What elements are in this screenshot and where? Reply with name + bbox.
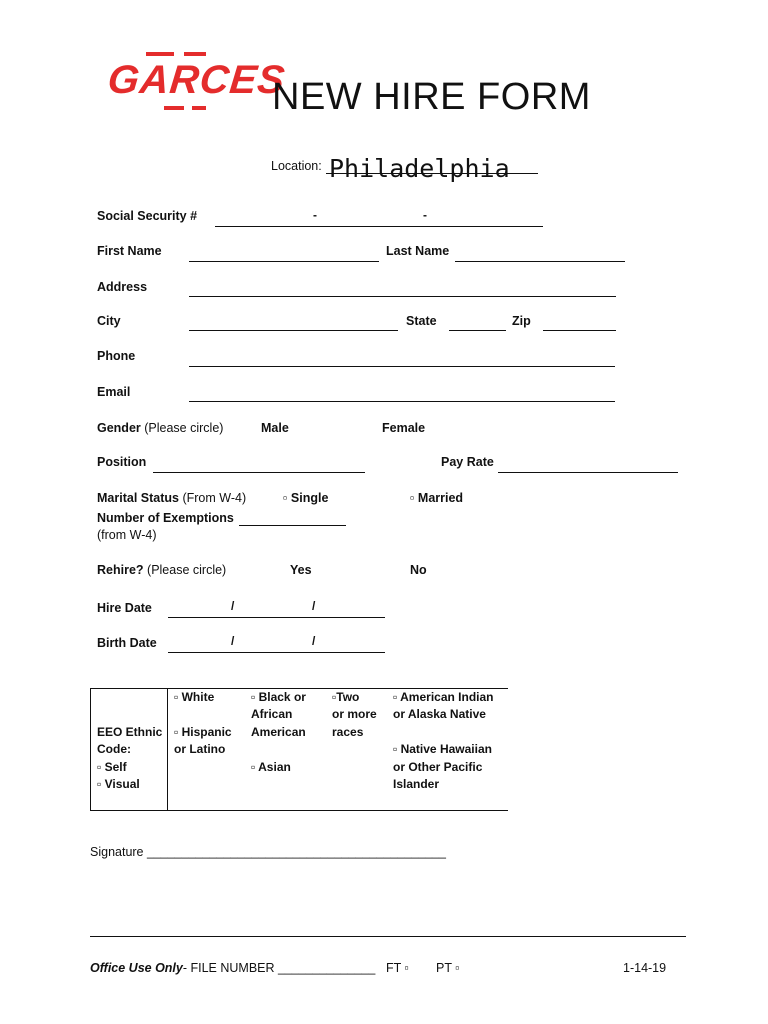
eeo-two-or-more-checkbox[interactable]: ▫Two <box>332 690 360 704</box>
marital-married-checkbox[interactable]: ▫ Married <box>410 491 464 505</box>
eeo-two-or-more-line-3: races <box>332 725 364 739</box>
zip-label: Zip <box>512 314 531 328</box>
birth-date-input[interactable] <box>168 652 385 653</box>
eeo-hispanic-checkbox[interactable]: ▫ Hispanic <box>174 725 232 739</box>
gender-label: Gender <box>97 421 141 435</box>
birth-date-label: Birth Date <box>97 636 157 650</box>
city-label: City <box>97 314 121 328</box>
gender-note: (Please circle) <box>144 421 224 435</box>
eeo-american-indian-checkbox[interactable]: ▫ American Indian <box>393 690 494 704</box>
marital-status-label: Marital Status <box>97 491 179 505</box>
exemptions-input[interactable] <box>239 525 346 526</box>
city-input[interactable] <box>189 330 398 331</box>
marital-status-field <box>97 491 246 505</box>
phone-label: Phone <box>97 349 136 363</box>
eeo-header-cell <box>91 689 168 811</box>
eeo-ethnic-code-table <box>90 688 508 811</box>
hire-date-input[interactable] <box>168 617 385 618</box>
ssn-separator-2: - <box>423 208 427 222</box>
eeo-asian-checkbox[interactable]: ▫ Asian <box>251 760 291 774</box>
page-title: NEW HIRE FORM <box>272 76 591 118</box>
eeo-self-checkbox[interactable]: ▫ Self <box>97 760 127 774</box>
eeo-native-hawaiian-line-3: Islander <box>393 777 440 791</box>
logo-bar-bottom-left <box>164 106 184 110</box>
eeo-header-line-2: Code: <box>97 742 131 756</box>
eeo-black-checkbox[interactable]: ▫ Black or <box>251 690 306 704</box>
rehire-field <box>97 563 226 577</box>
eeo-hispanic-line-2: or Latino <box>174 742 226 756</box>
hire-date-slash-1: / <box>231 599 235 613</box>
signature-field <box>90 845 446 859</box>
office-use-field <box>90 961 375 975</box>
phone-input[interactable] <box>189 366 615 367</box>
pt-checkbox[interactable]: PT ▫ <box>436 961 460 975</box>
logo-bar-top-right <box>184 52 206 56</box>
address-label: Address <box>97 280 148 294</box>
eeo-two-or-more-line-2: or more <box>332 707 377 721</box>
file-number-field[interactable]: - FILE NUMBER ______________ <box>182 961 376 975</box>
rehire-option-no[interactable]: No <box>410 563 427 577</box>
last-name-input[interactable] <box>455 261 625 262</box>
rehire-label: Rehire? <box>97 563 144 577</box>
eeo-white-checkbox[interactable]: ▫ White <box>174 690 215 704</box>
eeo-header-line-1: EEO Ethnic <box>97 725 163 739</box>
position-label: Position <box>97 455 147 469</box>
eeo-native-hawaiian-checkbox[interactable]: ▫ Native Hawaiian <box>393 742 492 756</box>
email-input[interactable] <box>189 401 615 402</box>
exemptions-note: (from W-4) <box>97 528 157 542</box>
eeo-visual-checkbox[interactable]: ▫ Visual <box>97 777 140 791</box>
birth-date-slash-1: / <box>231 634 235 648</box>
footer-divider <box>90 936 686 937</box>
pay-rate-input[interactable] <box>498 472 678 473</box>
address-input[interactable] <box>189 296 616 297</box>
state-label: State <box>406 314 437 328</box>
first-name-input[interactable] <box>189 261 379 262</box>
hire-date-label: Hire Date <box>97 601 152 615</box>
email-label: Email <box>97 385 131 399</box>
ssn-input[interactable] <box>215 226 543 227</box>
rehire-note: (Please circle) <box>147 563 227 577</box>
zip-input[interactable] <box>543 330 616 331</box>
eeo-options-cell <box>168 689 509 811</box>
eeo-native-hawaiian-line-2: or Other Pacific <box>393 760 483 774</box>
signature-line[interactable]: ___________________________________________ <box>147 845 446 859</box>
ssn-separator-1: - <box>313 208 317 222</box>
hire-date-slash-2: / <box>312 599 316 613</box>
location-value: Philadelphia <box>329 154 510 183</box>
garces-logo <box>105 52 288 112</box>
last-name-label: Last Name <box>386 244 450 258</box>
ft-checkbox[interactable]: FT ▫ <box>386 961 409 975</box>
eeo-black-line-2: African <box>251 707 293 721</box>
gender-field <box>97 421 223 435</box>
eeo-black-line-3: American <box>251 725 306 739</box>
gender-option-female[interactable]: Female <box>382 421 426 435</box>
logo-text: GARCES <box>105 58 288 102</box>
state-input[interactable] <box>449 330 506 331</box>
logo-bar-bottom-right <box>192 106 206 110</box>
form-revision-date: 1-14-19 <box>623 961 667 975</box>
pay-rate-label: Pay Rate <box>441 455 494 469</box>
position-input[interactable] <box>153 472 365 473</box>
first-name-label: First Name <box>97 244 162 258</box>
ssn-label: Social Security # <box>97 209 198 223</box>
rehire-option-yes[interactable]: Yes <box>290 563 312 577</box>
marital-single-checkbox[interactable]: ▫ Single <box>283 491 329 505</box>
marital-status-note: (From W-4) <box>182 491 247 505</box>
logo-bar-top-left <box>146 52 174 56</box>
birth-date-slash-2: / <box>312 634 316 648</box>
gender-option-male[interactable]: Male <box>261 421 289 435</box>
exemptions-label: Number of Exemptions <box>97 511 234 525</box>
location-label: Location: <box>271 159 322 173</box>
signature-label: Signature <box>90 845 144 859</box>
office-use-label: Office Use Only <box>90 961 183 975</box>
eeo-american-indian-line-2: or Alaska Native <box>393 707 486 721</box>
